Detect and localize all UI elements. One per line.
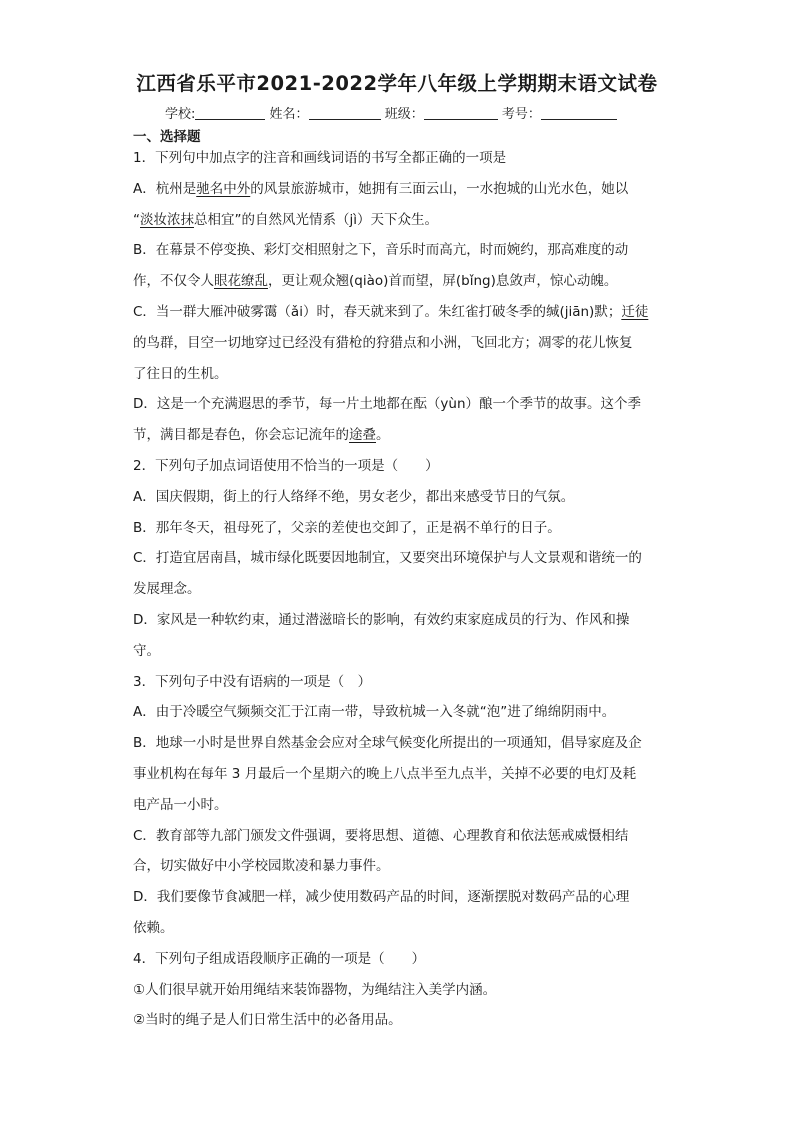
- question-2-option-c: C．打造宜居南昌，城市绿化既要因地制宜，又要突出环境保护与人文景观和谐统一的: [133, 550, 642, 567]
- question-1-option-b: B．在幕景不停变换、彩灯交相照射之下，音乐时而高亢，时而婉约，那高难度的动: [133, 242, 629, 259]
- question-1-option-d-cont: 节，满目都是春色，你会忘记流年的途叠。: [133, 427, 390, 444]
- question-2-option-c-cont: 发展理念。: [133, 581, 201, 598]
- question-1-stem: 1．下列句中加点字的注音和画线词语的书写全都正确的一项是: [133, 150, 507, 166]
- question-1-option-c-cont2: 了往日的生机。: [133, 365, 228, 382]
- question-2-option-d-cont: 守。: [133, 642, 160, 659]
- question-1-option-a-cont: “淡妆浓抹总相宜”的自然风光情系（jì）天下众生。: [133, 211, 438, 228]
- question-2-option-a: A．国庆假期，街上的行人络绎不绝，男女老少，都出来感受节日的气氛。: [133, 488, 575, 505]
- question-1-option-d: D．这是一个充满遐思的季节，每一片土地都在酝（yùn）酿一个季节的故事。这个季: [133, 396, 641, 413]
- question-3-option-c-cont: 合，切实做好中小学校园欺凌和暴力事件。: [133, 858, 390, 875]
- question-1-option-a: A．杭州是驰名中外的风景旅游城市，她拥有三面云山，一水抱城的山光水色，她以: [133, 180, 629, 197]
- page-title: 江西省乐平市2021-2022学年八年级上学期期末语文试卷: [136, 72, 658, 95]
- question-3-option-c: C．教育部等九部门颁发文件强调，要将思想、道德、心理教育和依法惩戒威慑相结: [133, 827, 629, 844]
- question-3-option-b: B．地球一小时是世界自然基金会应对全球气候变化所提出的一项通知，倡导家庭及企: [133, 735, 642, 752]
- question-4-sentence-2: ②当时的绳子是人们日常生活中的必备用品。: [133, 1012, 402, 1029]
- exam-no-label: 考号：: [501, 107, 541, 122]
- underlined-phrase: 淡妆浓抹: [140, 211, 194, 228]
- section-heading: 一、选择题: [133, 129, 201, 145]
- question-3-option-a: A．由于冷暖空气频频交汇于江南一带，导致杭城一入冬就“泡”进了绵绵阴雨中。: [133, 704, 616, 721]
- student-info-line: [165, 103, 617, 122]
- class-label: 班级：: [384, 107, 424, 122]
- name-blank: [309, 105, 381, 120]
- question-2-option-d: D．家风是一种软约束，通过潜滋暗长的影响，有效约束家庭成员的行为、作风和操: [133, 611, 630, 628]
- question-3-option-b-cont: 事业机构在每年 3 月最后一个星期六的晚上八点半至九点半，关掉不必要的电灯及耗: [133, 765, 637, 782]
- question-2-stem: 2．下列句子加点词语使用不恰当的一项是（ ）: [133, 457, 439, 474]
- questions: [133, 143, 663, 1036]
- question-1-option-c: C．当一群大雁冲破雾霭（ǎi）时，春天就来到了。朱红雀打破冬季的缄(jiān)默；迁徒: [133, 303, 649, 320]
- question-1-option-b-cont: 作，不仅令人眼花缭乱，更让观众翘(qiào)首而望，屏(bǐng)息敛声，惊心动魄。: [133, 273, 618, 290]
- underlined-phrase: 迁徒: [621, 303, 649, 320]
- name-label: 姓名：: [269, 107, 309, 122]
- question-2-option-b: B．那年冬天，祖母死了，父亲的差使也交卸了，正是祸不单行的日子。: [133, 519, 561, 536]
- question-3-option-d: D．我们要像节食减肥一样，减少使用数码产品的时间，逐渐摆脱对数码产品的心理: [133, 889, 630, 906]
- question-3-stem: 3．下列句子中没有语病的一项是（ ）: [133, 673, 372, 690]
- underlined-phrase: 途叠: [349, 427, 376, 444]
- question-4-sentence-1: ①人们很早就开始用绳结来装饰器物，为绳结注入美学内涵。: [133, 981, 497, 998]
- exam-no-blank: [541, 105, 617, 120]
- underlined-phrase: 驰名中外: [196, 180, 251, 197]
- question-3-option-d-cont: 依赖。: [133, 919, 174, 936]
- school-label: 学校:: [165, 107, 196, 122]
- question-3-option-b-cont2: 电产品一小时。: [133, 796, 228, 813]
- school-blank: [195, 105, 265, 120]
- class-blank: [424, 105, 498, 120]
- question-1-option-c-cont: 的鸟群，目空一切地穿过已经没有猎枪的狩猎点和小洲，飞回北方；凋零的花儿恢复: [133, 334, 633, 351]
- question-4-stem: 4．下列句子组成语段顺序正确的一项是（ ）: [133, 950, 426, 967]
- underlined-phrase: 眼花缭乱: [214, 273, 268, 290]
